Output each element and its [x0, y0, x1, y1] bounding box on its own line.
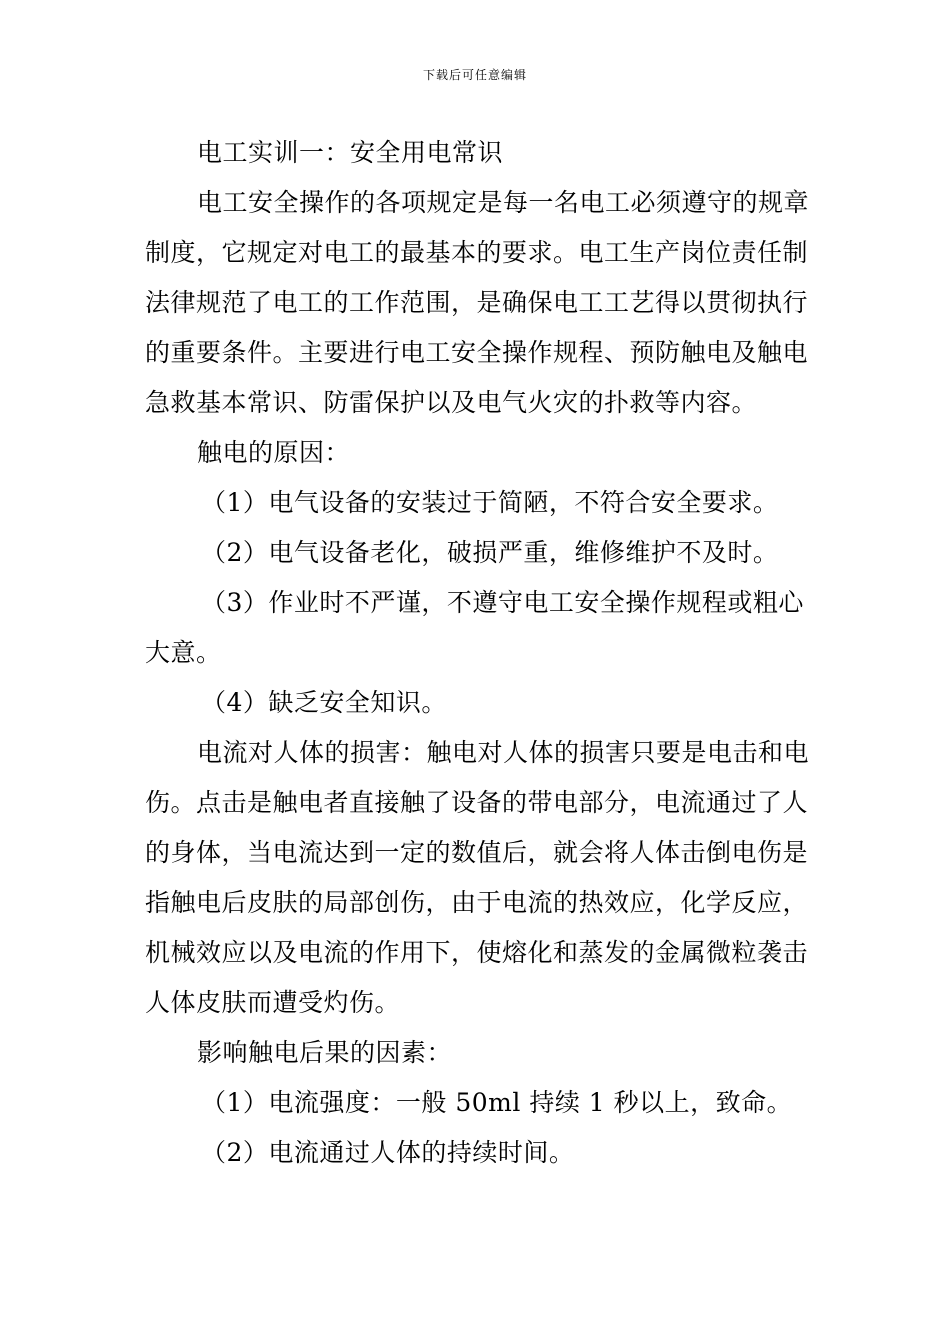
heading-causes: 触电的原因：: [197, 438, 351, 467]
document-body: [145, 128, 810, 1178]
heading-factors: 影响触电后果的因素：: [197, 1038, 453, 1067]
factor-item-1: （1）电流强度：一般 50ml 持续 1 秒以上，致命。: [201, 1088, 793, 1117]
cause-item-4: （4）缺乏安全知识。: [201, 688, 447, 717]
cause-item-3: （3）作业时不严谨，不遵守电工安全操作规程或粗心大意。: [145, 588, 804, 667]
cause-item-2: （2）电气设备老化，破损严重，维修维护不及时。: [201, 538, 779, 567]
cause-item-1: （1）电气设备的安装过于简陋，不符合安全要求。: [201, 488, 779, 517]
factor-item-2: （2）电流通过人体的持续时间。: [201, 1138, 575, 1167]
intro-paragraph: 电工安全操作的各项规定是每一名电工必须遵守的规章制度，它规定对电工的最基本的要求。电工生产岗位责任制法律规范了电工的工作范围，是确保电工工艺得以贯彻执行的重要条件。主要进行电工安全操作规程、预防触电及触电急救基本常识、防雷保护以及电气火灾的扑救等内容。: [145, 188, 810, 417]
section-title: 电工实训一：安全用电常识: [197, 138, 504, 167]
harm-paragraph: 电流对人体的损害：触电对人体的损害只要是电击和电伤。点击是触电者直接触了设备的带电部分，电流通过了人的身体，当电流达到一定的数值后，就会将人体击倒电伤是指触电后皮肤的局部创伤，由于电流的热效应，化学反应，机械效应以及电流的作用下，使熔化和蒸发的金属微粒袭击人体皮肤而遭受灼伤。: [145, 738, 810, 1017]
page-header: 下载后可任意编辑: [422, 68, 527, 82]
